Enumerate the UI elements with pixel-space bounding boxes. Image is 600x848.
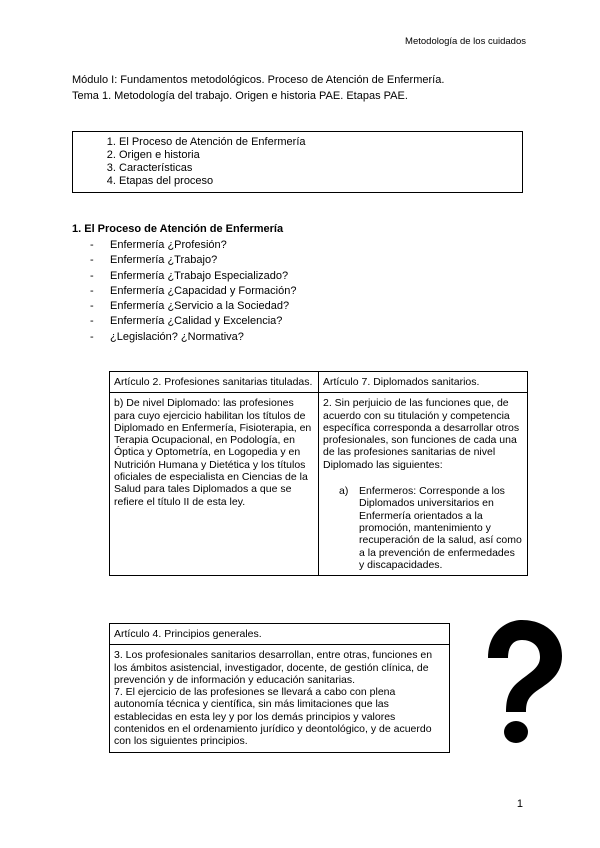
article-4-body xyxy=(110,645,450,752)
article-7-subitem xyxy=(323,485,523,571)
question-mark-icon xyxy=(462,616,570,746)
subitem-text: Enfermeros: Corresponde a los Diplomados universitarios en Enfermería orientados a la promoción, mantenimiento y recuperación de la salud, así como a la prevención de enfermedades y discapacidades. xyxy=(359,485,522,571)
toc-item: 4. Etapas del proceso xyxy=(119,175,522,188)
subitem-label: a) xyxy=(339,485,349,498)
list-item: - Enfermería ¿Profesión? xyxy=(90,238,296,253)
article-4-para-1: 3. Los profesionales sanitarios desarrollan, entre otras, funciones en los ámbitos asistencial, investigador, docente, de gestión clínica, de prevención y de información y educación sanitarias. xyxy=(114,649,433,686)
table-of-contents xyxy=(72,131,523,193)
article-7-body xyxy=(319,393,528,576)
section-title: 1. El Proceso de Atención de Enfermería xyxy=(72,223,284,235)
module-heading xyxy=(72,72,444,104)
list-item: - ¿Legislación? ¿Normativa? xyxy=(90,330,296,345)
article-7-header: Artículo 7. Diplomados sanitarios. xyxy=(319,372,528,393)
list-item: - Enfermería ¿Capacidad y Formación? xyxy=(90,284,296,299)
article-7-text: 2. Sin perjuicio de las funciones que, de acuerdo con su titulación y competencia específica corresponda a desarrollar otros profesionales, son funciones de cada una de las profesiones sanitarias de nivel Diplomado las siguientes: xyxy=(323,397,520,471)
page-header-title: Metodología de los cuidados xyxy=(405,36,526,47)
list-item: - Enfermería ¿Servicio a la Sociedad? xyxy=(90,299,296,314)
article-2-body: b) De nivel Diplomado: las profesiones para cuyo ejercicio habilitan los títulos de Diplomado en Enfermería, Fisioterapia, en Terapia Ocupacional, en Podología, en Óptica y Optometría, en Logopedia y en Nutrición Humana y Dietética y los títulos oficiales de especialista en Ciencias de la Salud para tales Diplomados a que se refiere el título II de esta ley. xyxy=(110,393,319,576)
question-list xyxy=(90,238,296,345)
list-item: - Enfermería ¿Trabajo? xyxy=(90,253,296,268)
toc-item: 1. El Proceso de Atención de Enfermería xyxy=(119,136,522,149)
module-line-1: Módulo I: Fundamentos metodológicos. Proceso de Atención de Enfermería. xyxy=(72,74,445,86)
article-4-para-2: 7. El ejercicio de las profesiones se llevará a cabo con plena autonomía técnica y científica, sin más limitaciones que las establecidas en esta ley y por los demás principios y valores contenidos en el ordenamiento jurídico y deontológico, y de acuerdo con los siguientes principios. xyxy=(114,686,432,748)
general-principles-table xyxy=(109,623,450,753)
list-item: - Enfermería ¿Trabajo Especializado? xyxy=(90,269,296,284)
toc-item: 2. Origen e historia xyxy=(119,149,522,162)
toc-item: 3. Características xyxy=(119,162,522,175)
article-2-header: Artículo 2. Profesiones sanitarias tituladas. xyxy=(110,372,319,393)
module-line-2: Tema 1. Metodología del trabajo. Origen e historia PAE. Etapas PAE. xyxy=(72,90,408,102)
page-number: 1 xyxy=(516,798,523,810)
law-articles-table xyxy=(109,371,528,576)
list-item: - Enfermería ¿Calidad y Excelencia? xyxy=(90,314,296,329)
article-4-header: Artículo 4. Principios generales. xyxy=(110,624,450,645)
